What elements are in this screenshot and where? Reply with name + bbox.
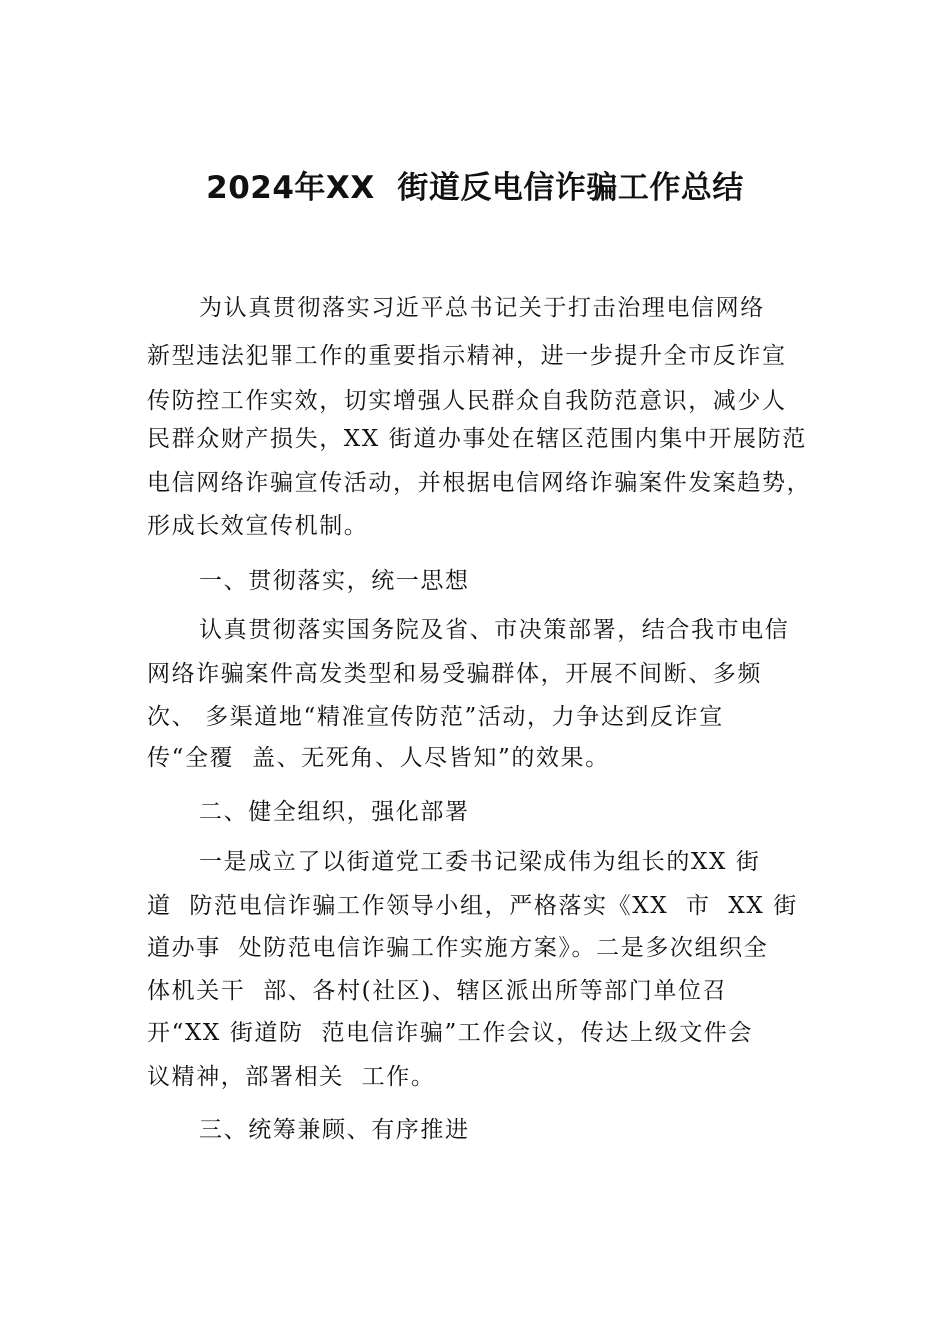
paragraph-line: 电信网络诈骗宣传活动，并根据电信网络诈骗案件发案趋势， bbox=[147, 470, 812, 496]
paragraph-line: 体机关干 部、各村(社区)、辖区派出所等部门单位召 bbox=[147, 978, 728, 1004]
section-heading-2: 二、健全组织，强化部署 bbox=[199, 799, 470, 825]
paragraph-line: 形成长效宣传机制。 bbox=[147, 513, 369, 539]
paragraph-line: 为认真贯彻落实习近平总书记关于打击治理电信网络 bbox=[199, 295, 765, 321]
paragraph-line: 传防控工作实效，切实增强人民群众自我防范意识，减少人 bbox=[147, 388, 787, 414]
section-heading-3: 三、统筹兼顾、有序推进 bbox=[199, 1117, 470, 1143]
paragraph-line: 道办事 处防范电信诈骗工作实施方案》。二是多次组织全 bbox=[147, 935, 769, 961]
paragraph-line: 次、 多渠道地“精准宣传防范”活动，力争达到反诈宣 bbox=[147, 704, 724, 730]
paragraph-line: 传“全覆 盖、无死角、人尽皆知”的效果。 bbox=[147, 745, 610, 771]
document-title: 2024年XX 街道反电信诈骗工作总结 bbox=[206, 170, 744, 206]
paragraph-line: 新型违法犯罪工作的重要指示精神，进一步提升全市反诈宣 bbox=[147, 343, 787, 369]
paragraph-line: 道 防范电信诈骗工作领导小组，严格落实《XX 市 XX 街 bbox=[147, 893, 798, 919]
paragraph-line: 一是成立了以街道党工委书记梁成伟为组长的XX 街 bbox=[199, 849, 761, 875]
paragraph-line: 认真贯彻落实国务院及省、市决策部署，结合我市电信 bbox=[199, 617, 790, 643]
paragraph-line: 民群众财产损失，XX 街道办事处在辖区范围内集中开展防范 bbox=[147, 426, 807, 452]
paragraph-line: 网络诈骗案件高发类型和易受骗群体，开展不间断、多频 bbox=[147, 661, 762, 687]
paragraph-line: 议精神，部署相关 工作。 bbox=[147, 1064, 436, 1090]
paragraph-line: 开“XX 街道防 范电信诈骗”工作会议，传达上级文件会 bbox=[147, 1020, 753, 1046]
section-heading-1: 一、贯彻落实，统一思想 bbox=[199, 568, 470, 594]
